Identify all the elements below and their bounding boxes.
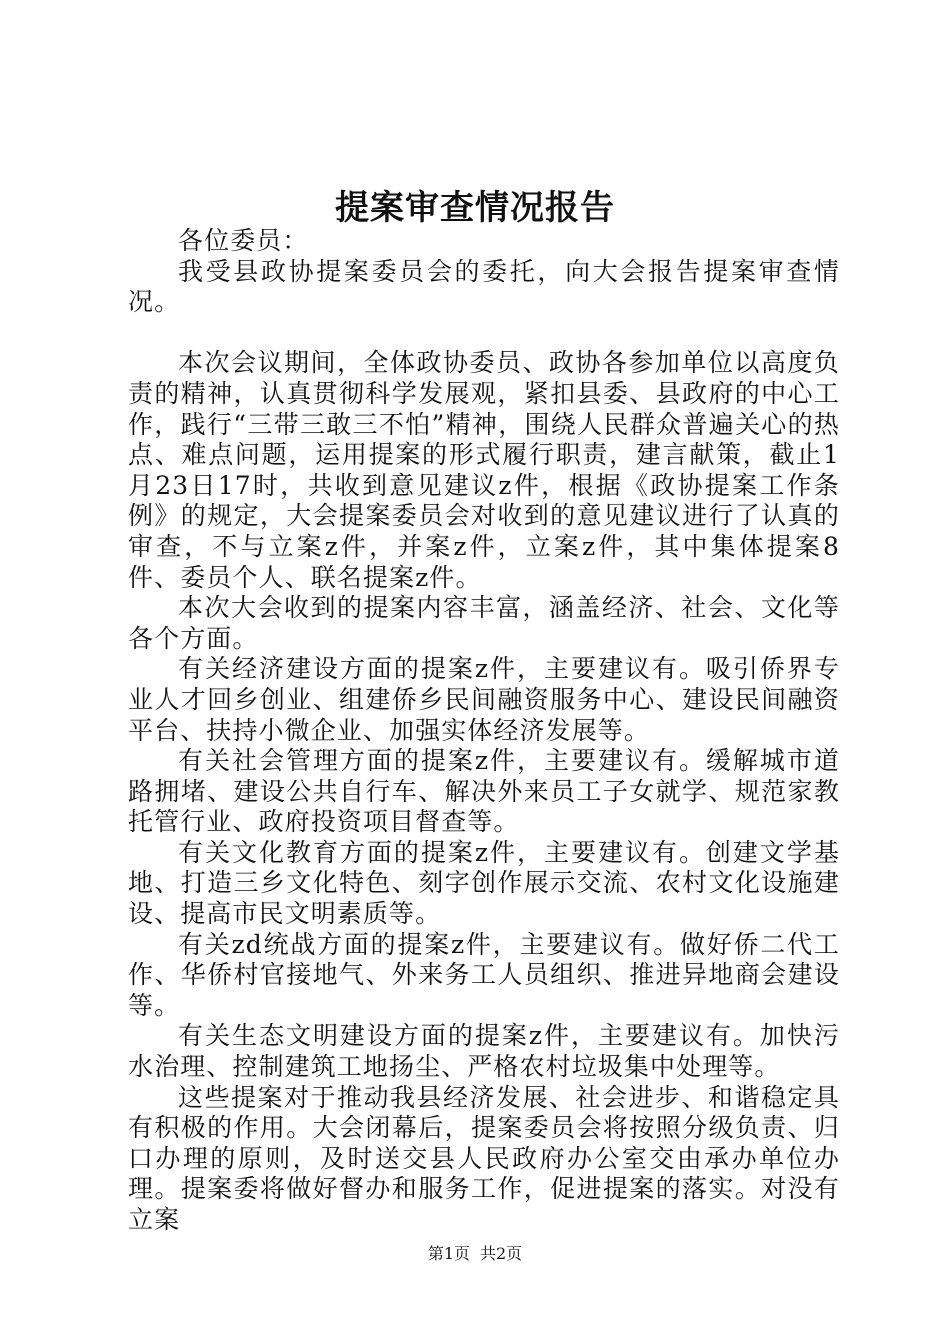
document-body (128, 226, 840, 1236)
page-footer (0, 1242, 950, 1266)
paragraph: 这些提案对于推动我县经济发展、社会进步、和谐稳定具有积极的作用。大会闭幕后，提案委员会将按照分级负责、归口办理的原则，及时送交县人民政府办公室交由承办单位办理。提案委将做好督办和服务工作，促进提案的落实。对没有立案 (128, 1082, 840, 1234)
paragraph: 有关生态文明建设方面的提案z件，主要建议有。加快污水治理、控制建筑工地扬尘、严格农村垃圾集中处理等。 (128, 1021, 840, 1082)
paragraph: 有关社会管理方面的提案z件，主要建议有。缓解城市道路拥堵、建设公共自行车、解决外来员工子女就学、规范家教托管行业、政府投资项目督查等。 (128, 746, 840, 837)
page-number: 第1页 (427, 1244, 470, 1263)
page-total: 共2页 (480, 1244, 523, 1263)
paragraph: 有关zd统战方面的提案z件，主要建议有。做好侨二代工作、华侨村官接地气、外来务工人员组织、推进异地商会建设等。 (128, 929, 840, 1020)
document-title: 提案审查情况报告 (335, 188, 615, 228)
paragraph: 本次大会收到的提案内容丰富，涵盖经济、社会、文化等各个方面。 (128, 593, 840, 653)
paragraph: 有关经济建设方面的提案z件，主要建议有。吸引侨界专业人才回乡创业、组建侨乡民间融资服务中心、建设民间融资平台、扶持小微企业、加强实体经济发展等。 (128, 654, 840, 745)
paragraph: 本次会议期间，全体政协委员、政协各参加单位以高度负责的精神，认真贯彻科学发展观，紧扣县委、县政府的中心工作，践行“三带三敢三不怕”精神，围绕人民群众普遍关心的热点、难点问题，运用提案的形式履行职责，建言献策，截止1月23日17时，共收到意见建议z件，根据《政协提案工作条例》的规定，大会提案委员会对收到的意见建议进行了认真的审查，不与立案z件，并案z件，立案z件，其中集体提案8件、委员个人、联名提案z件。 (128, 348, 840, 592)
paragraph: 有关文化教育方面的提案z件，主要建议有。创建文学基地、打造三乡文化特色、刻字创作展示交流、农村文化设施建设、提高市民文明素质等。 (128, 837, 840, 929)
salutation: 各位委员： (178, 226, 309, 255)
paragraph: 我受县政协提案委员会的委托，向大会报告提案审查情况。 (128, 256, 840, 317)
